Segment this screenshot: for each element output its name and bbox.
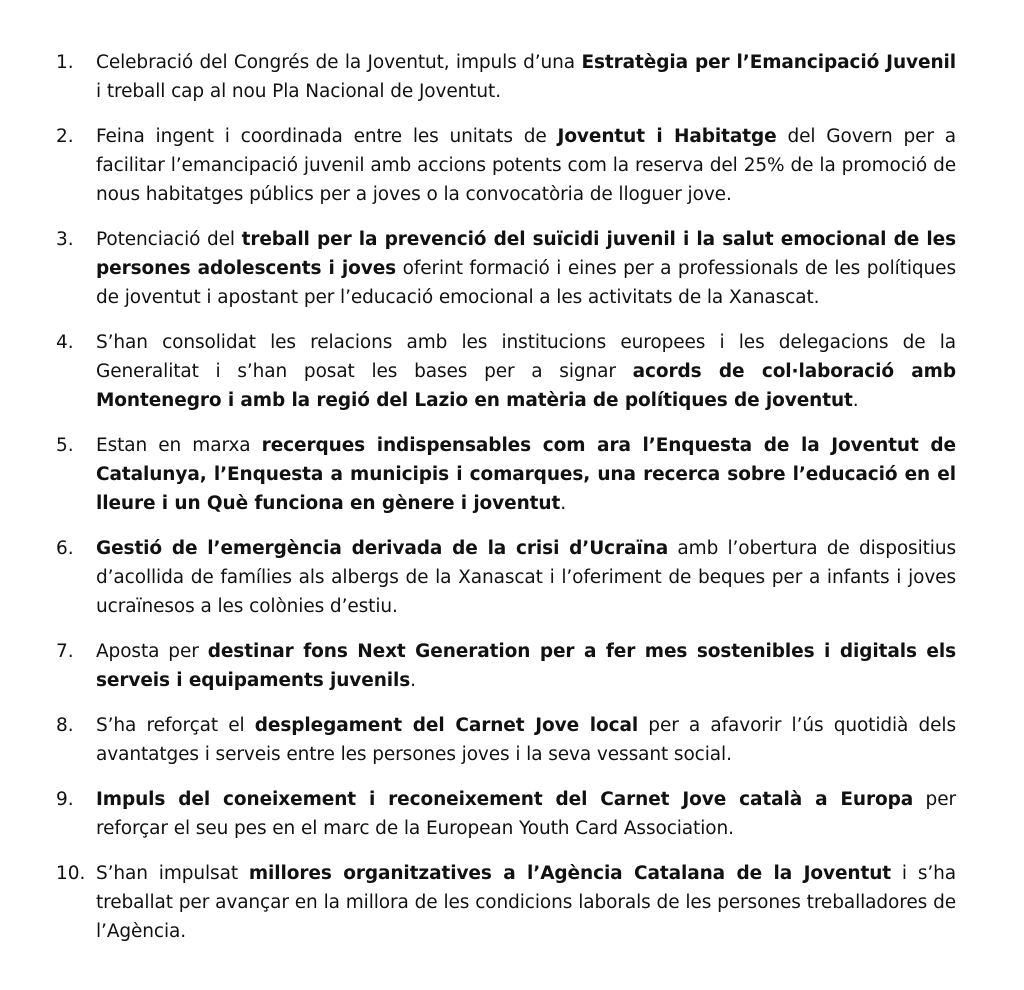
item-text bbox=[96, 225, 956, 312]
item-text-segment: amb l’obertura de dispositius d’acollida de famílies als albergs de la Xanascat i l’oferiment de beques per a infants i joves ucraïnesos a les colònies d’estiu. bbox=[96, 538, 956, 617]
list-item bbox=[56, 859, 956, 946]
item-text-segment: i treball cap al nou Pla Nacional de Joventut. bbox=[96, 81, 501, 102]
item-text-bold-segment: recerques indispensables com ara l’Enquesta de la Joventut de Catalunya, l’Enquesta a municipis i comarques, una recerca sobre l’educació en el lleure i un Què funciona en gènere i joventut bbox=[96, 435, 956, 514]
item-text-bold-segment: acords de col·laboració amb Montenegro i amb la regió del Lazio en matèria de polítiques de joventut bbox=[96, 361, 957, 411]
item-number: 4. bbox=[56, 332, 74, 353]
list-item bbox=[56, 637, 956, 695]
list-item bbox=[56, 225, 956, 312]
item-number: 10. bbox=[56, 863, 86, 884]
item-number: 7. bbox=[56, 641, 74, 662]
item-number: 1. bbox=[56, 52, 74, 73]
item-number: 8. bbox=[56, 715, 74, 736]
item-text bbox=[96, 48, 956, 106]
item-text-segment: i s’ha treballat per avançar en la millora de les condicions laborals de les persones treballadores de l’Agència. bbox=[96, 863, 957, 942]
item-text-bold-segment: millores organitzatives a l’Agència Catalana de la Joventut bbox=[248, 863, 892, 884]
item-text-segment: . bbox=[410, 670, 416, 691]
item-text-segment: S’han impulsat bbox=[96, 863, 249, 884]
item-number: 6. bbox=[56, 538, 74, 559]
item-number: 9. bbox=[56, 789, 74, 810]
list-item bbox=[56, 431, 956, 518]
item-text bbox=[96, 122, 956, 209]
item-text-bold-segment: treball per la prevenció del suïcidi juvenil i la salut emocional de les persones adolescents i joves bbox=[96, 229, 956, 279]
list-item bbox=[56, 785, 956, 843]
item-number: 5. bbox=[56, 435, 74, 456]
item-text-segment: . bbox=[852, 390, 859, 411]
list-item bbox=[56, 122, 956, 209]
item-text-segment: S’ha reforçat el bbox=[96, 715, 255, 736]
item-text-segment: . bbox=[560, 493, 566, 514]
item-text bbox=[96, 859, 956, 946]
item-text-segment: per reforçar el seu pes en el marc de la European Youth Card Association. bbox=[96, 789, 956, 839]
item-text bbox=[96, 328, 956, 415]
item-text-bold-segment: destinar fons Next Generation per a fer mes sostenibles i digitals els serveis i equipaments juvenils bbox=[96, 641, 956, 691]
item-text-bold-segment: Joventut i Habitatge bbox=[557, 126, 777, 147]
list-item bbox=[56, 48, 956, 106]
item-text-segment: Aposta per bbox=[96, 641, 208, 662]
item-text-segment: oferint formació i eines per a professionals de les polítiques de joventut i apostant per l’educació emocional a les activitats de la Xanascat. bbox=[96, 258, 956, 308]
item-text-bold-segment: Gestió de l’emergència derivada de la crisi d’Ucraïna bbox=[96, 538, 669, 559]
list-item bbox=[56, 534, 956, 621]
item-text-segment: Potenciació del bbox=[96, 229, 242, 250]
item-text-segment: Estan en marxa bbox=[96, 435, 262, 456]
item-text-segment: Celebració del Congrés de la Joventut, impuls d’una bbox=[96, 52, 582, 73]
item-text-bold-segment: Impuls del coneixement i reconeixement del Carnet Jove català a Europa bbox=[96, 789, 914, 810]
item-text bbox=[96, 711, 956, 769]
item-text bbox=[96, 431, 956, 518]
item-text bbox=[96, 534, 956, 621]
item-number: 2. bbox=[56, 126, 74, 147]
item-text-segment: per a afavorir l’ús quotidià dels avantatges i serveis entre les persones joves i la seva vessant social. bbox=[96, 715, 956, 765]
list-item bbox=[56, 711, 956, 769]
item-number: 3. bbox=[56, 229, 74, 250]
item-text bbox=[96, 785, 956, 843]
item-text-bold-segment: Estratègia per l’Emancipació Juvenil bbox=[581, 52, 956, 73]
item-text bbox=[96, 637, 956, 695]
item-text-segment: del Govern per a facilitar l’emancipació juvenil amb accions potents com la reserva del 25% de la promoció de nous habitatges públics per a joves o la convocatòria de lloguer jove. bbox=[96, 126, 956, 205]
item-text-segment: S’han consolidat les relacions amb les institucions europees i les delegacions de la Generalitat i s’han posat les bases per a signar bbox=[96, 332, 956, 382]
item-text-segment: Feina ingent i coordinada entre les unitats de bbox=[96, 126, 558, 147]
item-text-bold-segment: desplegament del Carnet Jove local bbox=[254, 715, 639, 736]
list-item bbox=[56, 328, 956, 415]
